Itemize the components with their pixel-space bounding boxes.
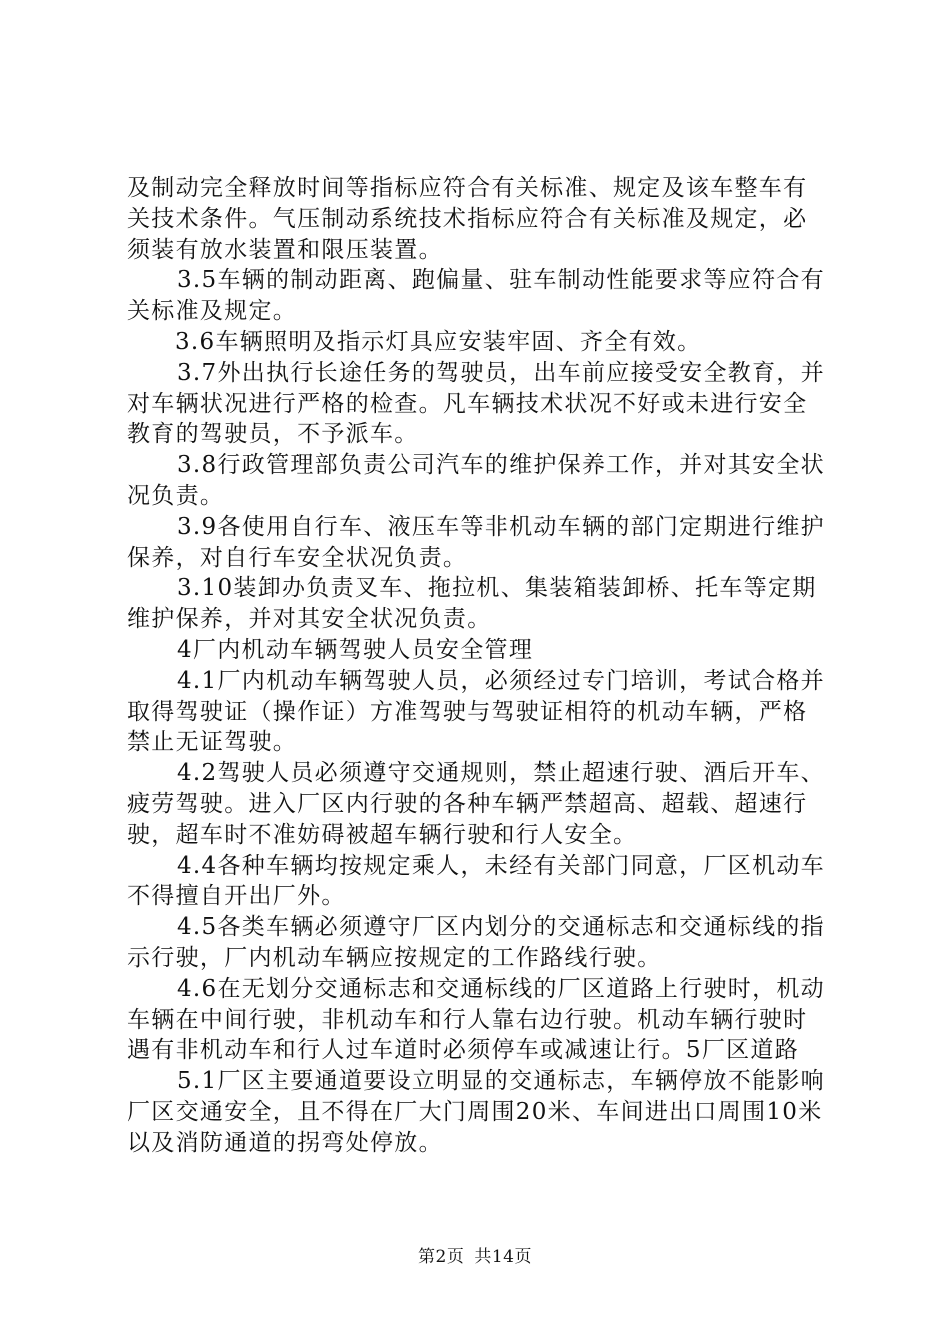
page-footer xyxy=(0,1242,950,1267)
paragraph-3-9: 3.9各使用自行车、液压车等非机动车辆的部门定期进行维护保养，对自行车安全状况负责。 xyxy=(127,513,825,571)
paragraph-3-8: 3.8行政管理部负责公司汽车的维护保养工作，并对其安全状况负责。 xyxy=(127,452,825,509)
paragraph-3-10: 3.10装卸办负责叉车、拖拉机、集装箱装卸桥、托车等定期维护保养，并对其安全状况负责。 xyxy=(127,575,817,633)
section-heading-4: 4厂内机动车辆驾驶人员安全管理 xyxy=(177,636,534,663)
page-total: 共14页 xyxy=(474,1247,532,1267)
paragraph-continued: 及制动完全释放时间等指标应符合有关标准、规定及该车整车有关技术条件。气压制动系统技术指标应符合有关标准及规定，必须装有放水装置和限压装置。 xyxy=(127,175,808,263)
paragraph-4-1: 4.1厂内机动车辆驾驶人员，必须经过专门培训，考试合格并取得驾驶证（操作证）方准驾驶与驾驶证相符的机动车辆，严格禁止无证驾驶。 xyxy=(127,667,825,756)
paragraph-4-4: 4.4各种车辆均按规定乘人，未经有关部门同意，厂区机动车不得擅自开出厂外。 xyxy=(127,852,825,910)
paragraph-4-6: 4.6在无划分交通标志和交通标线的厂区道路上行驶时，机动车辆在中间行驶，非机动车和行人靠右边行驶。机动车辆行驶时遇有非机动车和行人过车道时必须停车或减速让行。5厂区道路 xyxy=(127,975,825,1064)
paragraph-3-6: 3.6车辆照明及指示灯具应安装牢固、齐全有效。 xyxy=(175,328,702,355)
paragraph-3-7: 3.7外出执行长途任务的驾驶员，出车前应接受安全教育，并对车辆状况进行严格的检查。凡车辆技术状况不好或未进行安全教育的驾驶员，不予派车。 xyxy=(127,359,825,448)
document-body xyxy=(127,173,827,1159)
paragraph-3-5: 3.5车辆的制动距离、跑偏量、驻车制动性能要求等应符合有关标准及规定。 xyxy=(127,267,825,325)
paragraph-5-1: 5.1厂区主要通道要设立明显的交通标志，车辆停放不能影响厂区交通安全，且不得在厂大门周围20米、车间进出口周围10米以及消防通道的拐弯处停放。 xyxy=(127,1068,825,1156)
page-number: 第2页 xyxy=(418,1247,465,1267)
paragraph-4-2: 4.2驾驶人员必须遵守交通规则，禁止超速行驶、酒后开车、疲劳驾驶。进入厂区内行驶的各种车辆严禁超高、超载、超速行驶，超车时不准妨碍被超车辆行驶和行人安全。 xyxy=(127,760,825,848)
paragraph-4-5: 4.5各类车辆必须遵守厂区内划分的交通标志和交通标线的指示行驶，厂内机动车辆应按规定的工作路线行驶。 xyxy=(127,914,825,971)
